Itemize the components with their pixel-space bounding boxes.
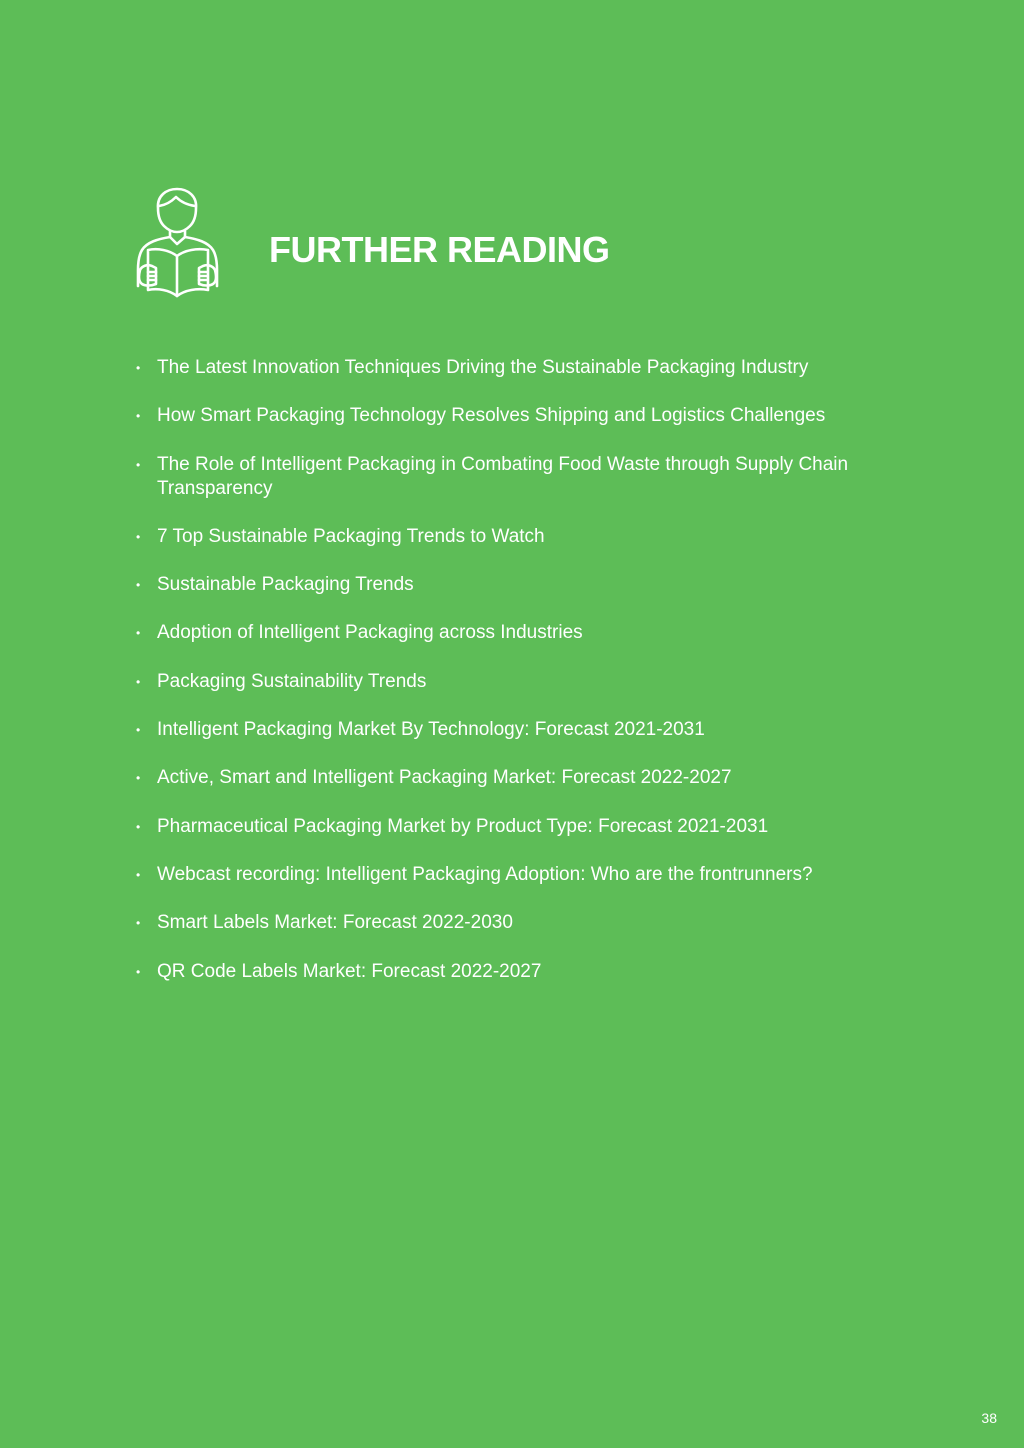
- reading-list-item[interactable]: [136, 766, 916, 790]
- bullet-icon: •: [136, 819, 141, 834]
- bullet-icon: •: [136, 964, 141, 979]
- bullet-icon: •: [136, 916, 141, 931]
- page-number: 38: [981, 1410, 997, 1426]
- reader-icon: [136, 186, 220, 298]
- reading-list-item[interactable]: [136, 525, 916, 549]
- bullet-icon: •: [136, 409, 141, 424]
- reading-list-item-label[interactable]: Webcast recording: Intelligent Packaging Adoption: Who are the frontrunners?: [157, 863, 813, 885]
- bullet-icon: •: [136, 361, 141, 375]
- reading-list-item-label[interactable]: Intelligent Packaging Market By Technology: Forecast 2021-2031: [157, 719, 705, 741]
- reading-list-item[interactable]: [136, 718, 916, 742]
- bullet-icon: •: [136, 723, 141, 738]
- section-header: [136, 186, 836, 300]
- reading-list-item[interactable]: [136, 960, 916, 984]
- reading-list-item[interactable]: [136, 453, 916, 501]
- reading-list-item[interactable]: [136, 815, 916, 839]
- reading-list-item-label[interactable]: Smart Labels Market: Forecast 2022-2030: [157, 912, 513, 934]
- reading-list-item-label[interactable]: The Latest Innovation Techniques Driving the Sustainable Packaging Industry: [157, 357, 809, 378]
- reading-list-item-label[interactable]: Packaging Sustainability Trends: [157, 670, 427, 692]
- reading-list-item[interactable]: [136, 356, 916, 380]
- reading-list-item[interactable]: [136, 863, 916, 887]
- reading-list-item-label[interactable]: The Role of Intelligent Packaging in Combating Food Waste through Supply Chain Transparency: [157, 453, 849, 499]
- bullet-icon: •: [136, 674, 141, 689]
- reading-list-item-label[interactable]: QR Code Labels Market: Forecast 2022-2027: [157, 960, 542, 982]
- reading-list-item[interactable]: [136, 621, 916, 645]
- further-reading-list: [136, 356, 916, 1008]
- reading-list-item[interactable]: [136, 573, 916, 597]
- bullet-icon: •: [136, 578, 141, 593]
- bullet-icon: •: [136, 867, 141, 882]
- reading-list-item-label[interactable]: 7 Top Sustainable Packaging Trends to Watch: [157, 525, 545, 547]
- bullet-icon: •: [136, 626, 141, 641]
- bullet-icon: •: [136, 457, 141, 472]
- reading-list-item-label[interactable]: Active, Smart and Intelligent Packaging Market: Forecast 2022-2027: [157, 767, 732, 789]
- reading-list-item[interactable]: [136, 404, 916, 428]
- reading-list-item-label[interactable]: How Smart Packaging Technology Resolves Shipping and Logistics Challenges: [157, 405, 826, 427]
- reading-list-item-label[interactable]: Pharmaceutical Packaging Market by Product Type: Forecast 2021-2031: [157, 815, 769, 837]
- reading-list-item[interactable]: [136, 911, 916, 935]
- reading-list-item-label[interactable]: Adoption of Intelligent Packaging across Industries: [157, 622, 583, 644]
- bullet-icon: •: [136, 771, 141, 786]
- page-title: FURTHER READING: [269, 229, 610, 270]
- reading-list-item-label[interactable]: Sustainable Packaging Trends: [157, 574, 414, 596]
- reading-list-item[interactable]: [136, 670, 916, 694]
- bullet-icon: •: [136, 529, 141, 544]
